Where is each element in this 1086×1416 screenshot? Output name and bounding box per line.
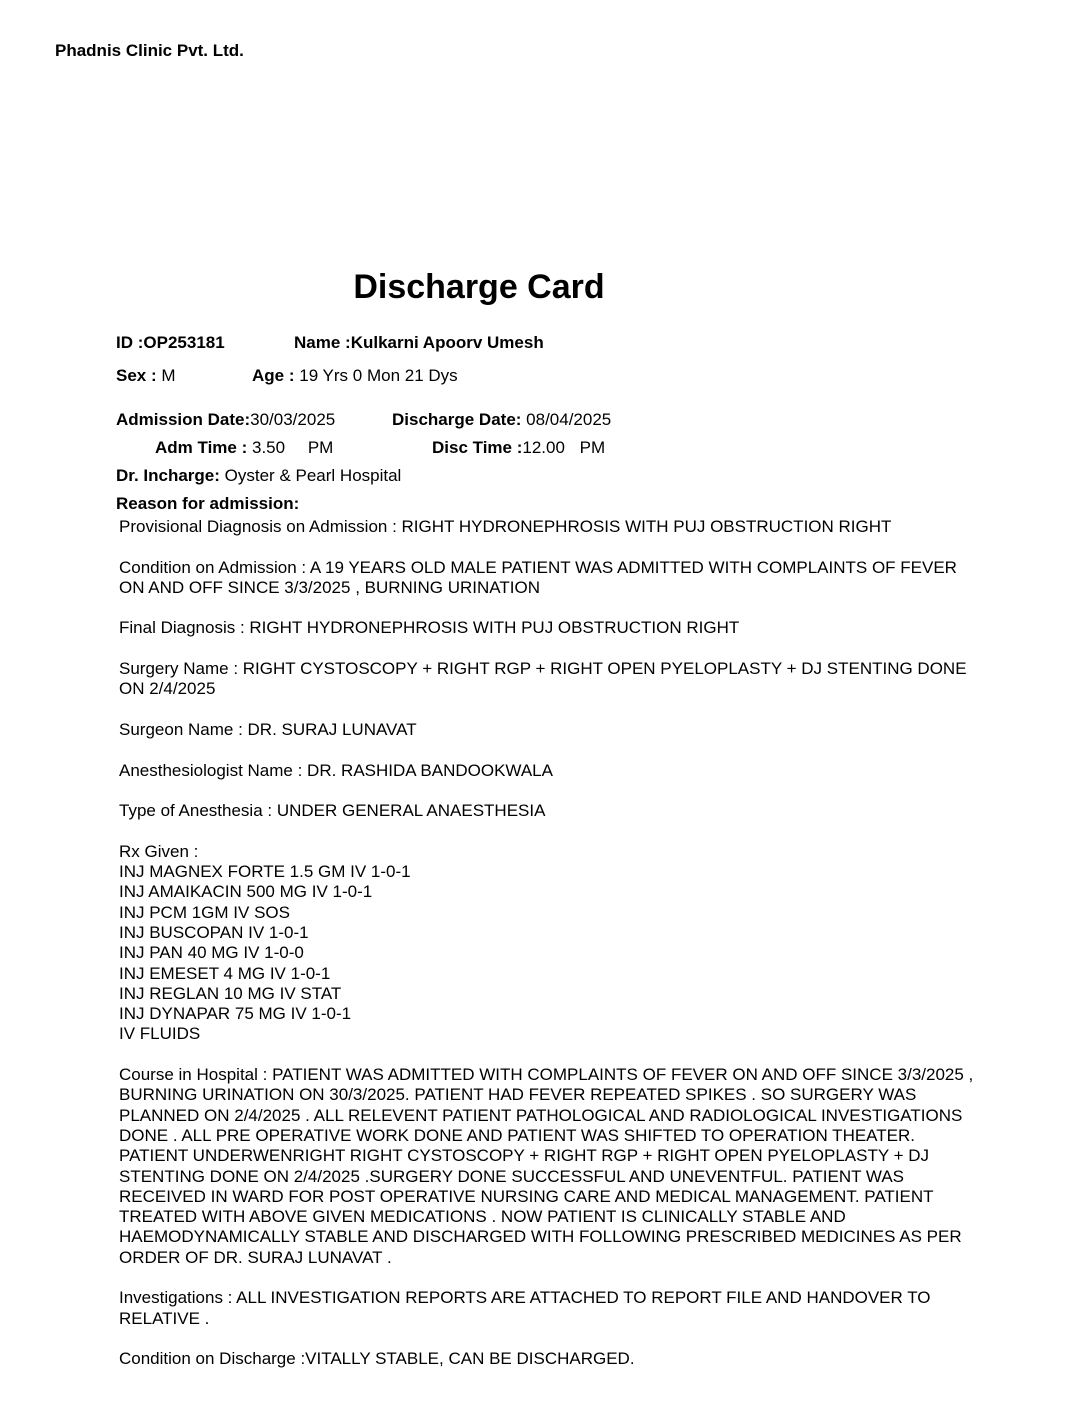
rx-item: INJ PCM 1GM IV SOS <box>119 902 290 922</box>
rx-item: INJ EMESET 4 MG IV 1-0-1 <box>119 963 331 983</box>
condition-on-admission: Condition on Admission : A 19 YEARS OLD MALE PATIENT WAS ADMITTED WITH COMPLAINTS OF FEVER ON AND OFF SINCE 3/3/2025 , BURNING URINATION <box>119 557 957 597</box>
type-of-anesthesia: Type of Anesthesia : UNDER GENERAL ANAESTHESIA <box>119 801 546 821</box>
patient-age <box>252 366 458 386</box>
rx-item: INJ BUSCOPAN IV 1-0-1 <box>119 922 309 942</box>
patient-name <box>294 333 544 353</box>
admission-date-value: 30/03/2025 <box>250 410 336 429</box>
clinic-name: Phadnis Clinic Pvt. Ltd. <box>55 41 244 60</box>
condition-on-discharge: Condition on Discharge :VITALLY STABLE, CAN BE DISCHARGED. <box>119 1349 635 1369</box>
patient-age-value: 19 Yrs 0 Mon 21 Dys <box>299 366 458 385</box>
provisional-diagnosis: Provisional Diagnosis on Admission : RIGHT HYDRONEPHROSIS WITH PUJ OBSTRUCTION RIGHT <box>119 517 892 536</box>
admission-time-value: 3.50 <box>252 438 286 457</box>
discharge-date <box>392 410 611 430</box>
patient-name-label: Name : <box>294 333 351 352</box>
admission-time-ampm: PM <box>307 438 334 457</box>
page-title: Discharge Card <box>353 268 605 306</box>
rx-item: INJ AMAIKACIN 500 MG IV 1-0-1 <box>119 882 373 902</box>
discharge-time <box>432 438 605 458</box>
doctor-incharge-value: Oyster & Pearl Hospital <box>224 466 402 485</box>
patient-sex-value: M <box>161 366 176 385</box>
patient-id-label: ID : <box>116 333 144 352</box>
rx-given <box>119 842 979 1045</box>
patient-sex-label: Sex : <box>116 366 157 385</box>
investigations: Investigations : ALL INVESTIGATION REPORTS ARE ATTACHED TO REPORT FILE AND HANDOVER TO RELATIVE . <box>119 1288 931 1328</box>
patient-id <box>116 333 225 353</box>
discharge-time-value: 12.00 <box>522 438 565 457</box>
discharge-date-value: 08/04/2025 <box>526 410 612 429</box>
discharge-date-label: Discharge Date: <box>392 410 522 429</box>
discharge-time-ampm: PM <box>579 438 606 457</box>
anesthesiologist-name: Anesthesiologist Name : DR. RASHIDA BANDOOKWALA <box>119 760 553 780</box>
rx-given-label: Rx Given : <box>119 841 199 861</box>
rx-item: IV FLUIDS <box>119 1024 201 1044</box>
patient-name-value: Kulkarni Apoorv Umesh <box>350 333 544 352</box>
rx-item: INJ REGLAN 10 MG IV STAT <box>119 983 342 1003</box>
patient-age-label: Age : <box>252 366 295 385</box>
reason-for-admission-heading: Reason for admission: <box>116 494 300 513</box>
doctor-incharge <box>116 466 401 486</box>
rx-item: INJ MAGNEX FORTE 1.5 GM IV 1-0-1 <box>119 862 411 882</box>
final-diagnosis: Final Diagnosis : RIGHT HYDRONEPHROSIS WITH PUJ OBSTRUCTION RIGHT <box>119 618 740 638</box>
patient-sex <box>116 366 176 386</box>
discharge-time-label: Disc Time : <box>432 438 523 457</box>
patient-id-value: OP253181 <box>143 333 225 352</box>
doctor-incharge-label: Dr. Incharge: <box>116 466 220 485</box>
surgeon-name: Surgeon Name : DR. SURAJ LUNAVAT <box>119 719 417 739</box>
surgery-name: Surgery Name : RIGHT CYSTOSCOPY + RIGHT RGP + RIGHT OPEN PYELOPLASTY + DJ STENTING DONE ON 2/4/2025 <box>119 659 967 699</box>
admission-date-label: Admission Date: <box>116 410 251 429</box>
discharge-details <box>119 517 979 1390</box>
course-in-hospital: Course in Hospital : PATIENT WAS ADMITTED WITH COMPLAINTS OF FEVER ON AND OFF SINCE 3/3/2025 , BURNING URINATION ON 30/3/2025. PATIENT HAD FEVER REPEATED SPIKES . SO SURGERY WAS PLANNED ON 2/4/2025 . ALL RELEVENT PATIENT PATHOLOGICAL AND RADIOLOGICAL INVESTIGATIONS DONE . ALL PRE OPERATIVE WORK DONE AND PATIENT WAS SHIFTED TO OPERATION THEATER. PATIENT UNDERWENRIGHT RIGHT CYSTOSCOPY + RIGHT RGP + RIGHT OPEN PYELOPLASTY + DJ STENTING DONE ON 2/4/2025 .SURGERY DONE SUCCESSFUL AND UNEVENTFUL. PATIENT WAS RECEIVED IN WARD FOR POST OPERATIVE NURSING CARE AND MEDICAL MANAGEMENT. PATIENT TREATED WITH ABOVE GIVEN MEDICATIONS . NOW PATIENT IS CLINICALLY STABLE AND HAEMODYNAMICALLY STABLE AND DISCHARGED WITH FOLLOWING PRESCRIBED MEDICINES AS PER ORDER OF DR. SURAJ LUNAVAT . <box>119 1065 974 1267</box>
admission-time <box>155 438 333 458</box>
admission-time-label: Adm Time : <box>155 438 248 457</box>
rx-item: INJ PAN 40 MG IV 1-0-0 <box>119 943 304 963</box>
rx-item: INJ DYNAPAR 75 MG IV 1-0-1 <box>119 1004 352 1024</box>
admission-date <box>116 410 335 430</box>
